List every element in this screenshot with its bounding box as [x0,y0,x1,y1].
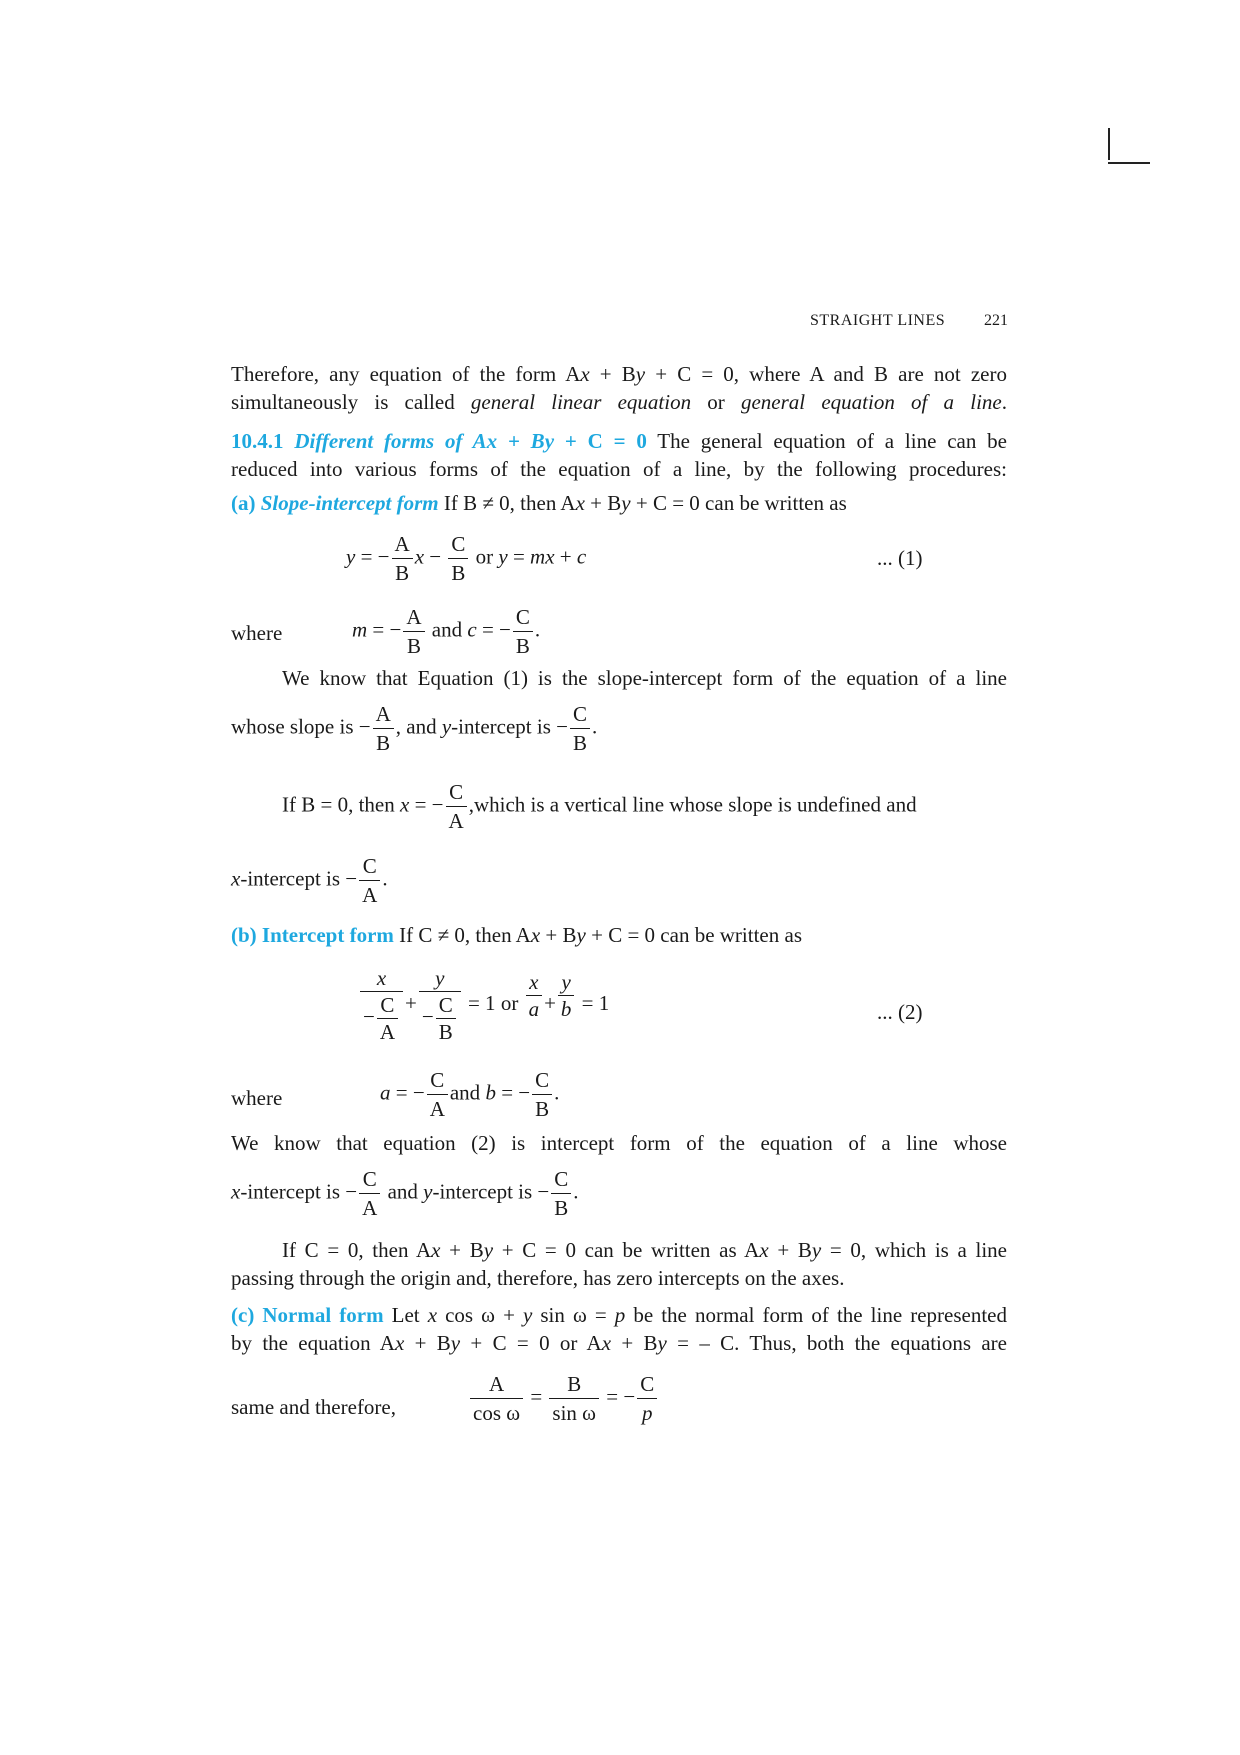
vertical-line-case: If B = 0, then x = − $\frac{C}{A}$ ,which is a vertical line whose slope is undefined and [282,780,917,833]
section-heading-10-4-1: 10.4.1 Different forms of Ax + By + C = 0 The general equation of a line can be [231,429,1007,453]
c-zero-case-line-2: passing through the origin and, therefore, has zero intercepts on the axes. [231,1266,845,1290]
where-label-b: where [231,1086,283,1110]
crop-mark-vertical [1108,128,1110,160]
normal-form-heading: (c) Normal form Let x cos ω + y sin ω = p be the normal form of the line represented [231,1303,1008,1327]
slope-intercept-explanation: We know that Equation (1) is the slope-intercept form of the equation of a line [282,666,1007,690]
section-intro-line-2: reduced into various forms of the equation of a line, by the following procedures: [231,457,1007,481]
paragraph-general-equation-line-2: simultaneously is called general linear equation or general equation of a line. [231,390,1007,414]
intercepts-line: x-intercept is − $\frac{C}{A}$ and y-intercept is − $\frac{C}{B}$ . [231,1167,579,1220]
equation-1: y = − $\frac{A}{B}$ x − $\frac{C}{B}$ or y = mx + c [346,532,587,585]
a-b-definition: a = − $\frac{C}{A}$ and b = − $\frac{C}{B}$ . [380,1068,560,1121]
m-c-definition: m = − $\frac{A}{B}$ and c = − $\frac{C}{B}$ . [352,605,541,658]
same-and-therefore: same and therefore, [231,1395,396,1419]
intercept-form-heading: (b) Intercept form If C ≠ 0, then Ax + By + C = 0 can be written as [231,923,802,947]
vertical-x-intercept: x-intercept is − $\frac{C}{A}$ . [231,854,388,907]
where-label-a: where [231,621,283,645]
equation-tag-2: ... (2) [877,1000,923,1024]
equation-tag-1: ... (1) [877,546,923,570]
normal-form-ratio: $\frac{A}{\text{cos ω}}$ = $\frac{B}{\text{sin ω}}$ = − $\frac{C}{p}$ [468,1370,659,1427]
equation-2: x − $\frac{C}{A}$ + y − $\frac{C}{B}$ = 1 or $\frac{x}{a}$ + $\frac{y}{b}$ = 1 [358,965,609,1045]
running-header: STRAIGHT LINES [810,312,946,329]
normal-form-line-2: by the equation Ax + By + C = 0 or Ax + By = – C. Thus, both the equations are [231,1331,1007,1355]
intercept-form-explanation: We know that equation (2) is intercept form of the equation of a line whose [231,1131,1007,1155]
slope-and-y-intercept-line: whose slope is − $\frac{A}{B}$ , and y-intercept is − $\frac{C}{B}$ . [231,702,598,755]
c-zero-case-line-1: If C = 0, then Ax + By + C = 0 can be written as Ax + By = 0, which is a line [282,1238,1008,1262]
crop-mark-horizontal [1108,162,1150,164]
page-number: 221 [984,312,1008,329]
paragraph-general-equation-line-1: Therefore, any equation of the form Ax + By + C = 0, where A and B are not zero [231,362,1007,386]
slope-intercept-heading: (a) Slope-intercept form If B ≠ 0, then Ax + By + C = 0 can be written as [231,491,847,515]
